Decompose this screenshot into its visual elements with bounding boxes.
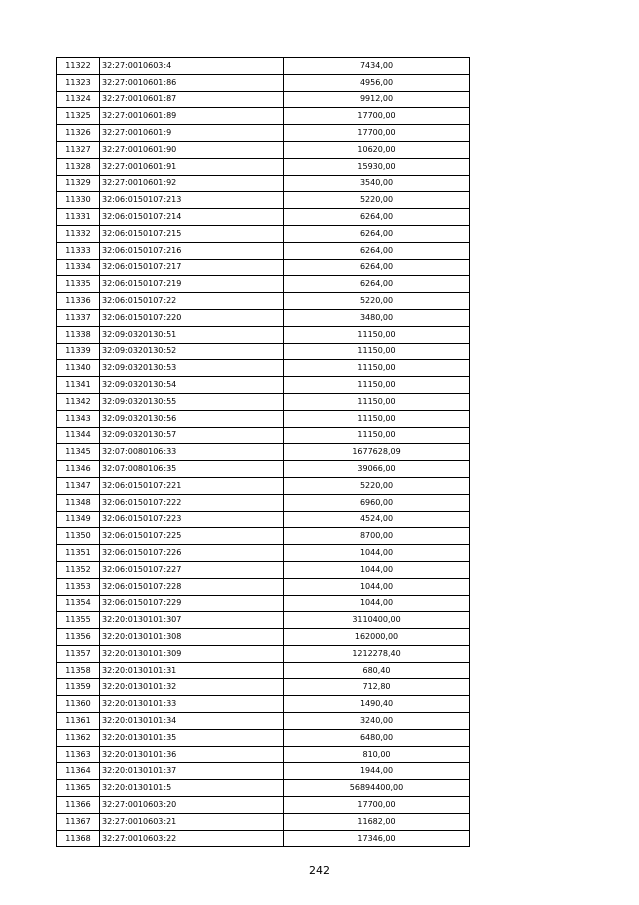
value-cell: 56894400,00 — [284, 780, 470, 797]
table-row — [57, 595, 470, 612]
row-number-cell: 11350 — [57, 528, 100, 545]
value-cell: 5220,00 — [284, 192, 470, 209]
row-number-cell: 11322 — [57, 58, 100, 75]
cadastral-number-cell: 32:06:0150107:221 — [100, 477, 284, 494]
row-number-cell: 11363 — [57, 746, 100, 763]
value-cell: 15930,00 — [284, 158, 470, 175]
cadastral-number-cell: 32:09:0320130:54 — [100, 377, 284, 394]
row-number-cell: 11358 — [57, 662, 100, 679]
row-number-cell: 11365 — [57, 780, 100, 797]
value-cell: 3540,00 — [284, 175, 470, 192]
row-number-cell: 11356 — [57, 629, 100, 646]
row-number-cell: 11328 — [57, 158, 100, 175]
table-row — [57, 293, 470, 310]
row-number-cell: 11359 — [57, 679, 100, 696]
value-cell: 6480,00 — [284, 729, 470, 746]
table-row — [57, 393, 470, 410]
table-row — [57, 74, 470, 91]
cadastral-number-cell: 32:06:0150107:215 — [100, 225, 284, 242]
table-row — [57, 662, 470, 679]
table-row — [57, 309, 470, 326]
row-number-cell: 11364 — [57, 763, 100, 780]
page-number: 242 — [309, 864, 330, 877]
cadastral-number-cell: 32:06:0150107:226 — [100, 545, 284, 562]
value-cell: 11150,00 — [284, 410, 470, 427]
value-cell: 39066,00 — [284, 461, 470, 478]
value-cell: 9912,00 — [284, 91, 470, 108]
table-row — [57, 813, 470, 830]
cadastral-number-cell: 32:20:0130101:307 — [100, 612, 284, 629]
cadastral-number-cell: 32:06:0150107:220 — [100, 309, 284, 326]
value-cell: 1212278,40 — [284, 645, 470, 662]
value-cell: 680,40 — [284, 662, 470, 679]
value-cell: 11150,00 — [284, 326, 470, 343]
table-row — [57, 141, 470, 158]
row-number-cell: 11346 — [57, 461, 100, 478]
value-cell: 6264,00 — [284, 259, 470, 276]
value-cell: 1044,00 — [284, 561, 470, 578]
value-cell: 11150,00 — [284, 427, 470, 444]
cadastral-number-cell: 32:06:0150107:213 — [100, 192, 284, 209]
value-cell: 5220,00 — [284, 293, 470, 310]
table-row — [57, 696, 470, 713]
value-cell: 6960,00 — [284, 494, 470, 511]
value-cell: 712,80 — [284, 679, 470, 696]
cadastral-number-cell: 32:09:0320130:56 — [100, 410, 284, 427]
cadastral-number-cell: 32:20:0130101:5 — [100, 780, 284, 797]
cadastral-number-cell: 32:09:0320130:51 — [100, 326, 284, 343]
row-number-cell: 11324 — [57, 91, 100, 108]
table-body — [57, 58, 470, 847]
value-cell: 4524,00 — [284, 511, 470, 528]
cadastral-number-cell: 32:06:0150107:217 — [100, 259, 284, 276]
row-number-cell: 11354 — [57, 595, 100, 612]
cadastral-number-cell: 32:27:0010603:4 — [100, 58, 284, 75]
cadastral-number-cell: 32:20:0130101:31 — [100, 662, 284, 679]
table-row — [57, 410, 470, 427]
table-row — [57, 780, 470, 797]
cadastral-number-cell: 32:07:0080106:35 — [100, 461, 284, 478]
table-row — [57, 561, 470, 578]
table-row — [57, 91, 470, 108]
table-row — [57, 797, 470, 814]
row-number-cell: 11335 — [57, 276, 100, 293]
value-cell: 6264,00 — [284, 209, 470, 226]
table-row — [57, 494, 470, 511]
value-cell: 1490,40 — [284, 696, 470, 713]
cadastral-number-cell: 32:09:0320130:55 — [100, 393, 284, 410]
cadastral-number-cell: 32:27:0010601:89 — [100, 108, 284, 125]
cadastral-number-cell: 32:27:0010601:9 — [100, 125, 284, 142]
table-row — [57, 276, 470, 293]
value-cell: 11150,00 — [284, 377, 470, 394]
row-number-cell: 11327 — [57, 141, 100, 158]
value-cell: 11150,00 — [284, 343, 470, 360]
value-cell: 810,00 — [284, 746, 470, 763]
row-number-cell: 11339 — [57, 343, 100, 360]
row-number-cell: 11332 — [57, 225, 100, 242]
value-cell: 8700,00 — [284, 528, 470, 545]
row-number-cell: 11361 — [57, 713, 100, 730]
cadastral-number-cell: 32:27:0010601:92 — [100, 175, 284, 192]
table-row — [57, 729, 470, 746]
table-row — [57, 225, 470, 242]
value-cell: 11150,00 — [284, 360, 470, 377]
table-row — [57, 326, 470, 343]
cadastral-number-cell: 32:20:0130101:36 — [100, 746, 284, 763]
table-row — [57, 242, 470, 259]
value-cell: 17700,00 — [284, 797, 470, 814]
row-number-cell: 11366 — [57, 797, 100, 814]
row-number-cell: 11360 — [57, 696, 100, 713]
row-number-cell: 11351 — [57, 545, 100, 562]
cadastral-number-cell: 32:06:0150107:219 — [100, 276, 284, 293]
value-cell: 6264,00 — [284, 242, 470, 259]
value-cell: 6264,00 — [284, 225, 470, 242]
table-row — [57, 629, 470, 646]
row-number-cell: 11348 — [57, 494, 100, 511]
table-row — [57, 746, 470, 763]
value-cell: 4956,00 — [284, 74, 470, 91]
cadastral-number-cell: 32:27:0010601:90 — [100, 141, 284, 158]
cadastral-number-cell: 32:27:0010603:21 — [100, 813, 284, 830]
cadastral-number-cell: 32:20:0130101:308 — [100, 629, 284, 646]
cadastral-number-cell: 32:09:0320130:52 — [100, 343, 284, 360]
cadastral-number-cell: 32:20:0130101:32 — [100, 679, 284, 696]
row-number-cell: 11367 — [57, 813, 100, 830]
table-row — [57, 343, 470, 360]
row-number-cell: 11341 — [57, 377, 100, 394]
cadastral-number-cell: 32:27:0010603:20 — [100, 797, 284, 814]
table-row — [57, 108, 470, 125]
row-number-cell: 11329 — [57, 175, 100, 192]
value-cell: 6264,00 — [284, 276, 470, 293]
value-cell: 7434,00 — [284, 58, 470, 75]
cadastral-number-cell: 32:20:0130101:37 — [100, 763, 284, 780]
cadastral-number-cell: 32:06:0150107:216 — [100, 242, 284, 259]
value-cell: 1677628,09 — [284, 444, 470, 461]
table-row — [57, 209, 470, 226]
value-cell: 1044,00 — [284, 545, 470, 562]
row-number-cell: 11333 — [57, 242, 100, 259]
cadastral-number-cell: 32:20:0130101:33 — [100, 696, 284, 713]
value-cell: 17700,00 — [284, 108, 470, 125]
row-number-cell: 11330 — [57, 192, 100, 209]
table-row — [57, 377, 470, 394]
cadastral-number-cell: 32:06:0150107:225 — [100, 528, 284, 545]
value-cell: 3240,00 — [284, 713, 470, 730]
table-row — [57, 158, 470, 175]
table-row — [57, 612, 470, 629]
value-cell: 1944,00 — [284, 763, 470, 780]
value-cell: 10620,00 — [284, 141, 470, 158]
table-row — [57, 175, 470, 192]
cadastral-number-cell: 32:06:0150107:22 — [100, 293, 284, 310]
table-row — [57, 461, 470, 478]
row-number-cell: 11325 — [57, 108, 100, 125]
cadastral-number-cell: 32:27:0010601:86 — [100, 74, 284, 91]
cadastral-number-cell: 32:06:0150107:214 — [100, 209, 284, 226]
row-number-cell: 11326 — [57, 125, 100, 142]
table-row — [57, 58, 470, 75]
value-cell: 17346,00 — [284, 830, 470, 847]
cadastral-number-cell: 32:27:0010601:87 — [100, 91, 284, 108]
table-row — [57, 528, 470, 545]
value-cell: 5220,00 — [284, 477, 470, 494]
cadastral-number-cell: 32:09:0320130:57 — [100, 427, 284, 444]
row-number-cell: 11345 — [57, 444, 100, 461]
row-number-cell: 11349 — [57, 511, 100, 528]
table-row — [57, 713, 470, 730]
value-cell: 11682,00 — [284, 813, 470, 830]
cadastral-number-cell: 32:07:0080106:33 — [100, 444, 284, 461]
cadastral-number-cell: 32:06:0150107:222 — [100, 494, 284, 511]
cadastral-number-cell: 32:27:0010603:22 — [100, 830, 284, 847]
cadastral-number-cell: 32:27:0010601:91 — [100, 158, 284, 175]
cadastral-number-cell: 32:06:0150107:229 — [100, 595, 284, 612]
row-number-cell: 11340 — [57, 360, 100, 377]
row-number-cell: 11334 — [57, 259, 100, 276]
row-number-cell: 11338 — [57, 326, 100, 343]
table-row — [57, 477, 470, 494]
table-row — [57, 444, 470, 461]
cadastral-number-cell: 32:09:0320130:53 — [100, 360, 284, 377]
value-cell: 17700,00 — [284, 125, 470, 142]
table-row — [57, 125, 470, 142]
table-row — [57, 830, 470, 847]
value-cell: 1044,00 — [284, 578, 470, 595]
table-row — [57, 545, 470, 562]
value-cell: 3480,00 — [284, 309, 470, 326]
row-number-cell: 11336 — [57, 293, 100, 310]
row-number-cell: 11347 — [57, 477, 100, 494]
row-number-cell: 11344 — [57, 427, 100, 444]
table-row — [57, 763, 470, 780]
row-number-cell: 11353 — [57, 578, 100, 595]
cadastral-number-cell: 32:06:0150107:223 — [100, 511, 284, 528]
table-row — [57, 645, 470, 662]
row-number-cell: 11357 — [57, 645, 100, 662]
value-cell: 11150,00 — [284, 393, 470, 410]
table-row — [57, 578, 470, 595]
table-row — [57, 679, 470, 696]
table-row — [57, 360, 470, 377]
table-row — [57, 511, 470, 528]
cadastral-number-cell: 32:06:0150107:227 — [100, 561, 284, 578]
table-row — [57, 259, 470, 276]
value-cell: 1044,00 — [284, 595, 470, 612]
table-row — [57, 427, 470, 444]
row-number-cell: 11343 — [57, 410, 100, 427]
row-number-cell: 11331 — [57, 209, 100, 226]
row-number-cell: 11362 — [57, 729, 100, 746]
value-cell: 162000,00 — [284, 629, 470, 646]
row-number-cell: 11342 — [57, 393, 100, 410]
value-cell: 3110400,00 — [284, 612, 470, 629]
row-number-cell: 11355 — [57, 612, 100, 629]
row-number-cell: 11337 — [57, 309, 100, 326]
row-number-cell: 11323 — [57, 74, 100, 91]
cadastral-number-cell: 32:20:0130101:35 — [100, 729, 284, 746]
table-row — [57, 192, 470, 209]
cadastral-number-cell: 32:06:0150107:228 — [100, 578, 284, 595]
cadastral-value-table — [56, 57, 470, 847]
row-number-cell: 11368 — [57, 830, 100, 847]
cadastral-number-cell: 32:20:0130101:309 — [100, 645, 284, 662]
row-number-cell: 11352 — [57, 561, 100, 578]
cadastral-number-cell: 32:20:0130101:34 — [100, 713, 284, 730]
